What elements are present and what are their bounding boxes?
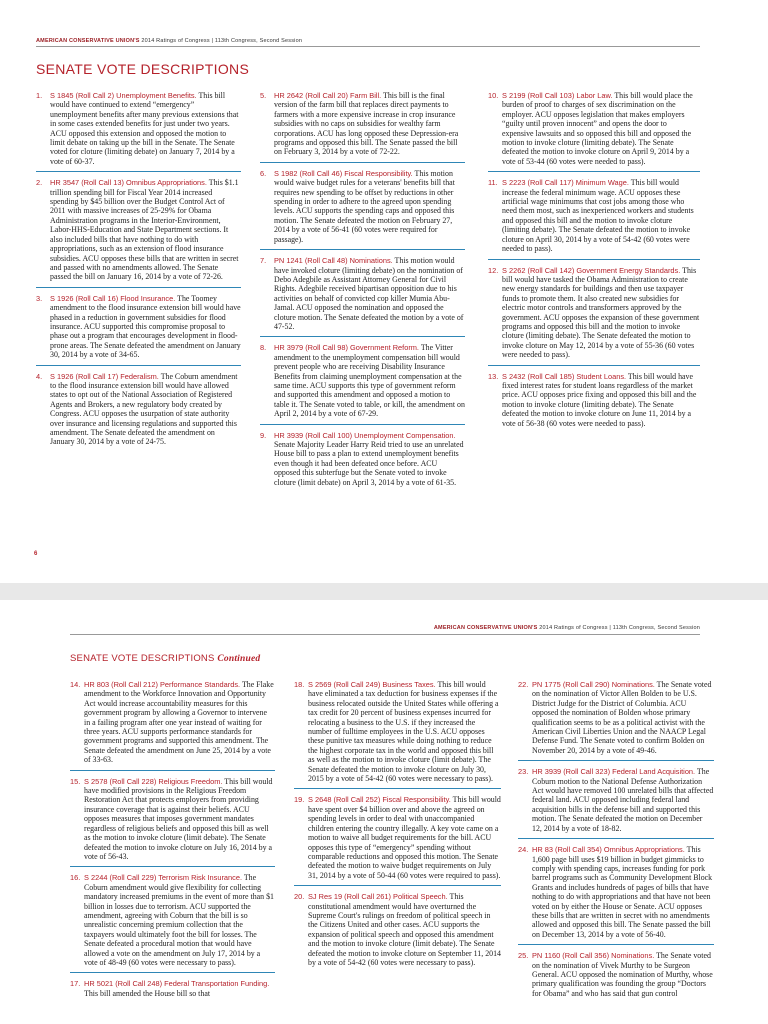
vote-description: This bill would have spent over $4 billion over and above the agreed on spending levels in order to deal with unaccompanied children entering the country illegally. A key vote came on a motion to waive all budget requirements for the bill. ACU opposes this type of “emergency” spending without comparable reductions and opposed this motion. The Senate defeated the motion to waive budget requirements on July 31, 2014 by a vote of 50-44 (60 votes were required to pass). bbox=[308, 795, 501, 880]
vote-description: This bill would have tasked the Obama Administration to create new energy standards for buildings and then use taxpayer funds to promote them. It also created new subsidies for electric motor controls and transformers approved by the government. ACU opposes the expansion of these government programs and opposed this bill and the motion to invoke cloture (limiting debate). The Senate defeated the motion to invoke cloture on May 12, 2014 by a vote of 55-36 (60 votes were needed to pass). bbox=[502, 265, 700, 360]
header-rule bbox=[36, 46, 700, 47]
vote-number: 22. bbox=[518, 680, 529, 689]
vote-item bbox=[70, 777, 275, 868]
vote-item bbox=[294, 892, 501, 972]
vote-number: 12. bbox=[488, 265, 499, 275]
vote-description: The Senate voted on the nomination of Victor Allen Bolden to be U.S. District Judge for the District of Columbia. ACU opposed the nomination of Bolden whose primary qualification seems to be as a political activist with the American Civil Liberties Union and the NAACP Legal Defense Fund. The Senate voted to confirm Bolden on November 20, 2014 by a vote of 49-46. bbox=[532, 680, 712, 755]
vote-heading: S 2199 (Roll Call 103) Labor Law. bbox=[502, 91, 613, 100]
vote-item bbox=[488, 91, 700, 172]
page-number: 6 bbox=[34, 551, 38, 557]
vote-heading: PN 1775 (Roll Call 290) Nominations. bbox=[532, 680, 655, 689]
vote-heading: S 2648 (Roll Call 252) Fiscal Responsibility. bbox=[308, 795, 451, 805]
vote-description: The Toomey amendment to the flood insurance extension bill would have phased in a reduction in government subsidies for flood insurance. ACU supported this compromise proposal to phase out a program that encourages development in flood-prone areas. The Senate defeated the amendment on January 30, 2014 by a vote of 34-65. bbox=[50, 293, 241, 360]
vote-item bbox=[36, 372, 241, 452]
header-text: 2014 Ratings of Congress | 113th Congress, Second Session bbox=[537, 625, 700, 631]
vote-item bbox=[260, 431, 465, 492]
vote-item bbox=[518, 767, 714, 839]
vote-description: This bill is the final version of the farm bill that replaces direct payments to farmers with a more expensive increase in crop insurance subsidies with no caps on subsidies for wealthy farm corporations. ACU has long opposed these Depression-era programs and opposed this bill. The Senate passed the bill on February 3, 2014 by a vote of 72-22. bbox=[274, 91, 459, 157]
vote-description: The Senate voted on the nomination of Vivek Murthy to be Surgeon General. ACU opposed the nomination of Murthy, whose primary qualification was founding the group “Doctors for Obama” and who has said that gun control bbox=[532, 951, 713, 998]
vote-heading: HR 2642 (Roll Call 20) Farm Bill. bbox=[274, 91, 382, 100]
vote-description: The Flake amendment to the Workforce Innovation and Opportunity Act would increase accountability measures for this government program by allowing a Governor to intervene in a failing program after one year instead of waiting for three years. ACU supports performance standards for government programs and supported this amendment. The Senate defeated the amendment on June 25, 2014 by a vote of 33-63. bbox=[84, 680, 274, 765]
vote-item bbox=[260, 343, 465, 424]
vote-heading: HR 803 (Roll Call 212) Performance Standards. bbox=[84, 680, 241, 689]
vote-item bbox=[488, 178, 700, 259]
vote-description: This bill would have eliminated a tax deduction for business expenses if the business relocated outside the United States while offering a tax credit for 20 percent of business expenses incurred for relocating a business to the U.S. if they increased the number of fulltime employees in the U.S. ACU opposes these punitive tax measures while doing nothing to reduce the highest corporate tax in the world and opposed this bill as well as the motion to invoke cloture (limit debate). The Senate defeated the motion to invoke cloture on July 30, 2015 by a vote of 54-42 (60 votes were necessary to pass). bbox=[308, 680, 499, 784]
vote-item bbox=[36, 91, 241, 172]
vote-item bbox=[36, 178, 241, 287]
vote-heading: S 1982 (Roll Call 46) Fiscal Responsibility. bbox=[274, 168, 413, 178]
vote-description: The Vitter amendment to the unemployment compensation bill would prevent people who are receiving Disability Insurance Benefits from claiming unemployment compensation at the same time. ACU supports this type of government reform and supported this amendment and opposed a motion to table it. The Senate voted to table, or kill, the amendment on April 2, 2014 by a vote of 67-29. bbox=[274, 343, 465, 419]
vote-heading: S 1926 (Roll Call 17) Federalism. bbox=[50, 371, 159, 381]
header-rule bbox=[70, 634, 700, 635]
vote-number: 10. bbox=[488, 91, 499, 100]
vote-description: This bill would have modified provisions in the Religious Freedom Restoration Act that protects employers from providing insurance coverage that is against their beliefs. ACU opposes measures that imposes government mandates regardless of religious beliefs and opposed this bill as well as the motion to invoke cloture (limit debate). The Senate defeated the motion to invoke cloture on July 16, 2014 by a vote of 56-43. bbox=[84, 776, 273, 861]
vote-heading: HR 83 (Roll Call 354) Omnibus Appropriations. bbox=[532, 845, 685, 855]
vote-description: This bill would have fixed interest rates for student loans regardless of the market price. ACU opposes price fixing and opposed this bill and the motion to invoke cloture (limiting debate). The Senate defeated the motion to invoke cloture on June 11, 2014 by a vote of 56-38 (60 votes were needed to pass). bbox=[502, 371, 697, 428]
vote-heading: HR 3979 (Roll Call 98) Government Reform. bbox=[274, 343, 419, 353]
vote-number: 4. bbox=[36, 371, 43, 381]
header-org: AMERICAN CONSERVATIVE UNION'S bbox=[433, 625, 538, 631]
vote-heading: S 2578 (Roll Call 228) Religious Freedom. bbox=[84, 776, 223, 786]
column-3 bbox=[488, 91, 700, 439]
vote-number: 19. bbox=[294, 795, 305, 805]
vote-item bbox=[260, 256, 465, 337]
header-org: AMERICAN CONSERVATIVE UNION'S bbox=[36, 38, 140, 44]
vote-item bbox=[488, 372, 700, 433]
vote-description: This constitutional amendment would have overturned the Supreme Court's rulings on freedom of political speech in the Citizens United and other cases. ACU supports the expansion of political speech and opposed this amendment and the motion to invoke cloture (limit debate). The Senate defeated the motion to invoke cloture on September 11, 2014 by a vote of 54-42 (60 votes were necessary to pass). bbox=[308, 892, 501, 967]
vote-item bbox=[518, 680, 714, 761]
page-title bbox=[70, 653, 260, 664]
vote-description: This bill would have continued to extend “emergency” unemployment benefits after many previous extensions that in some cases extended benefits for just under two years. ACU opposed this extension and opposed the motion to limit debate on taking up the bill in the Senate. The Senate voted for cloture (limiting debate) on January 7, 2014 by a vote of 60-37. bbox=[50, 91, 239, 166]
page-gap bbox=[0, 583, 768, 600]
vote-number: 23. bbox=[518, 767, 529, 777]
title-continued: Continued bbox=[217, 654, 261, 664]
vote-description: This 1,600 page bill uses $19 billion in budget gimmicks to comply with spending caps, increases funding for pork barrel programs such as Community Development Block Grants and includes hundreds of pages of bills that have nothing to do with appropriations and that have not been voted on by either the House or Senate. ACU opposes these bills that are written in secret with no amendments allowed and opposed this bill. The Senate passed the bill on December 13, 2014 by a vote of 56-40. bbox=[532, 845, 713, 939]
vote-number: 18. bbox=[294, 680, 305, 689]
vote-description: The Coburn motion to the National Defense Authorization Act would have removed 100 unrelated bills that affected federal land. ACU opposed including federal land acquisition bills in the defense bill and supported this motion. The Senate defeated the motion on December 12, 2014 by a vote of 18-82. bbox=[532, 767, 714, 833]
vote-description: This bill amended the House bill so that bbox=[84, 988, 211, 998]
vote-number: 9. bbox=[260, 430, 267, 440]
vote-description: Senate Majority Leader Harry Reid tried to use an unrelated House bill to pass a plan to extend unemployment benefits even though it had been defeated once before. ACU opposed this subterfuge but the Senate voted to invoke cloture (limit debate) on April 3, 2014 by a vote of 61-35. bbox=[274, 440, 464, 487]
vote-number: 16. bbox=[70, 873, 81, 883]
vote-item bbox=[70, 873, 275, 973]
vote-heading: S 2432 (Roll Call 185) Student Loans. bbox=[502, 371, 627, 381]
vote-number: 14. bbox=[70, 680, 81, 689]
running-header bbox=[434, 625, 700, 631]
column-3 bbox=[518, 680, 714, 1009]
vote-item bbox=[294, 795, 501, 886]
page-7 bbox=[0, 600, 768, 1024]
vote-number: 2. bbox=[36, 178, 43, 188]
vote-number: 20. bbox=[294, 892, 305, 902]
vote-number: 7. bbox=[260, 256, 267, 266]
column-2 bbox=[294, 680, 501, 978]
vote-number: 17. bbox=[70, 979, 81, 989]
vote-number: 13. bbox=[488, 371, 499, 381]
column-1 bbox=[70, 680, 275, 1009]
vote-heading: PN 1160 (Roll Call 356) Nominations. bbox=[532, 951, 655, 961]
vote-description: The Coburn amendment to the flood insurance extension bill would have allowed states to opt out of the National Association of Registered Agents and Brokers, a new regulatory body created by Congress. ACU opposes the usurpation of state authority over insurance and licensing regulations and supported this amendment. The Senate defeated the amendment on January 30, 2014 by a vote of 24-75. bbox=[50, 371, 238, 447]
vote-item bbox=[260, 169, 465, 250]
vote-heading: S 2262 (Roll Call 142) Government Energy Standards. bbox=[502, 265, 681, 275]
vote-item bbox=[518, 845, 714, 945]
vote-description: This bill would place the burden of proof to charges of sex discrimination on the employer. ACU opposes legislation that makes employers “guilty until proven innocent” and opens the door to expensive lawsuits and so opposed this bill and opposed the motion to invoke cloture (limiting debate). The Senate defeated the motion to invoke cloture on April 9, 2014 by a vote of 53-44 (60 votes were needed to pass). bbox=[502, 91, 693, 166]
page-title: SENATE VOTE DESCRIPTIONS bbox=[36, 61, 250, 77]
vote-heading: HR 5021 (Roll Call 248) Federal Transportation Funding. bbox=[84, 979, 270, 989]
vote-item bbox=[70, 680, 275, 771]
vote-number: 24. bbox=[518, 845, 529, 855]
vote-item bbox=[36, 294, 241, 366]
vote-heading: S 1926 (Roll Call 16) Flood Insurance. bbox=[50, 293, 176, 303]
vote-item bbox=[488, 266, 700, 366]
vote-heading: HR 3547 (Roll Call 13) Omnibus Appropriations. bbox=[50, 178, 207, 188]
vote-heading: S 2223 (Roll Call 117) Minimum Wage. bbox=[502, 178, 629, 188]
vote-number: 15. bbox=[70, 776, 81, 786]
vote-heading: HR 3939 (Roll Call 100) Unemployment Compensation. bbox=[274, 430, 456, 440]
vote-number: 25. bbox=[518, 951, 529, 961]
vote-heading: SJ Res 19 (Roll Call 261) Political Speech. bbox=[308, 892, 448, 902]
title-text: SENATE VOTE DESCRIPTIONS bbox=[70, 653, 215, 664]
vote-heading: S 2569 (Roll Call 249) Business Taxes. bbox=[308, 680, 436, 689]
header-text: 2014 Ratings of Congress | 113th Congress, Second Session bbox=[139, 38, 303, 44]
column-1 bbox=[36, 91, 241, 458]
vote-description: This $1.1 trillion spending bill for Fiscal Year 2014 increased spending by $45 billion over the Budget Control Act of 2011 with massive increases of 25-29% for Obama Administration programs in the Interior-Environment, Labor-HHS-Education and State Department sections. It also included bills that have nothing to do with appropriations, such as an extension of flood insurance subsidies. ACU opposes these bills that are written in secret and passed with no amendments allowed. The Senate passed the bill on January 16, 2014 by a vote of 72-26. bbox=[50, 178, 239, 282]
vote-description: This bill would increase the federal minimum wage. ACU opposes these artificial wage minimums that cost jobs among those who need them most, such as inexperienced workers and students and opposed this bill and the motion to invoke cloture (limiting debate). The Senate defeated the motion to invoke cloture on April 30, 2014 by a vote of 54-42 (60 votes were needed to pass). bbox=[502, 178, 694, 254]
vote-item bbox=[294, 680, 501, 789]
vote-heading: PN 1241 (Roll Call 48) Nominations. bbox=[274, 256, 393, 266]
vote-number: 8. bbox=[260, 343, 267, 353]
vote-number: 6. bbox=[260, 168, 267, 178]
vote-description: The Coburn amendment would give flexibility for collecting mandatory increased premiums in the event of more than $1 billion in losses due to terrorism. ACU supported the amendment, agreeing with Coburn that the bill is so unrealistic concerning premium collection that the taxpayers would ultimately foot the bill for losses. The Senate defeated a procedural motion that would have allowed a vote on the amendment on July 17, 2014 by a vote of 48-49 (60 votes were necessary to pass). bbox=[84, 873, 274, 967]
vote-item bbox=[260, 91, 465, 163]
vote-number: 3. bbox=[36, 293, 43, 303]
vote-number: 1. bbox=[36, 91, 43, 100]
running-header bbox=[36, 38, 302, 44]
vote-item bbox=[70, 979, 275, 1003]
vote-number: 11. bbox=[488, 178, 498, 188]
vote-description: This motion would have invoked cloture (limiting debate) on the nomination of Debo Adegbile as Assistant Attorney General for Civil Rights. Adegbile received bipartisan opposition due to his activities on behalf of convicted cop killer Mumia Abu-Jamal. ACU opposed the nomination and opposed the cloture motion. The Senate defeated the motion by a vote of 47-52. bbox=[274, 256, 464, 331]
vote-number: 5. bbox=[260, 91, 267, 100]
vote-description: This motion would waive budget rules for a veterans' benefits bill that requires new spending to be offset by reductions in other spending in order to adhere to the agreed upon spending levels. ACU supports the spending caps and opposed this motion. The Senate defeated the motion on February 27, 2014 by a vote of 56-41 (60 votes were required for passage). bbox=[274, 168, 455, 244]
vote-item bbox=[518, 951, 714, 1003]
column-2 bbox=[260, 91, 465, 498]
vote-heading: S 1845 (Roll Call 2) Unemployment Benefits. bbox=[50, 91, 197, 100]
vote-heading: S 2244 (Roll Call 229) Terrorism Risk Insurance. bbox=[84, 873, 242, 883]
vote-heading: HR 3939 (Roll Call 323) Federal Land Acquisition. bbox=[532, 767, 696, 777]
